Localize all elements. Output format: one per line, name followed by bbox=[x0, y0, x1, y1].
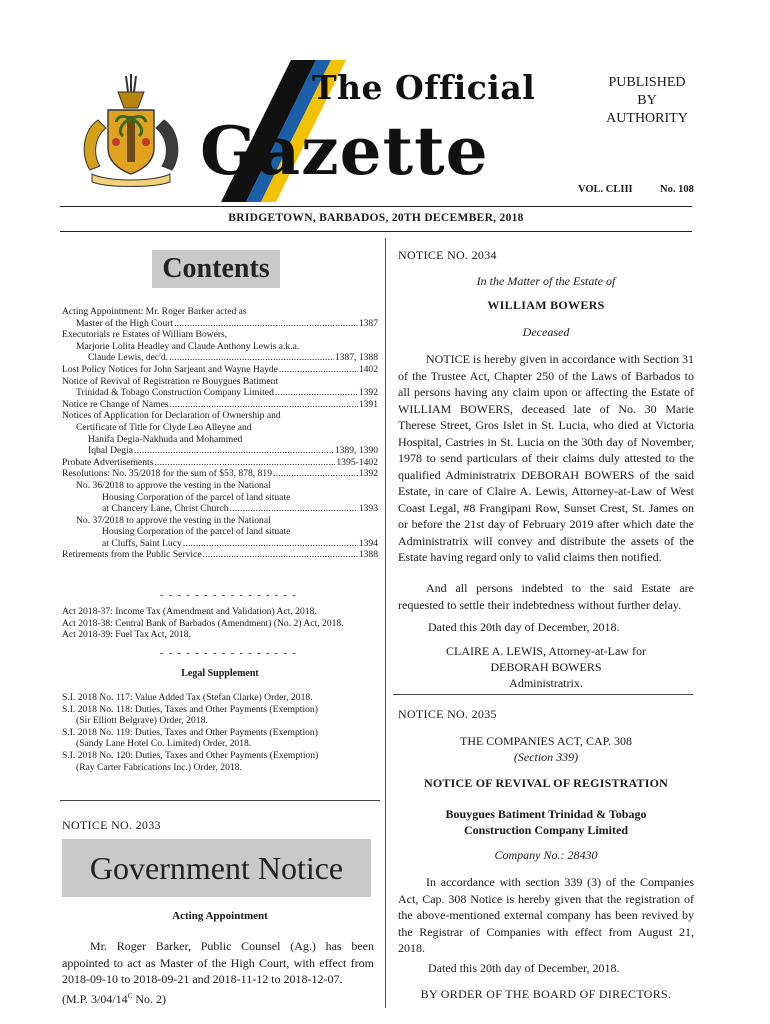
dated-line: Dated this 20th day of December, 2018. bbox=[428, 620, 620, 634]
toc-entry-text: Notice of Revival of Registration re Bouygues Batiment bbox=[62, 375, 279, 387]
toc-entry bbox=[62, 399, 378, 411]
deceased-name: WILLIAM BOWERS bbox=[487, 298, 605, 312]
toc-entry-text: Claude Lewis, dec'd. bbox=[88, 352, 169, 364]
legal-supplement-heading: Legal Supplement bbox=[181, 668, 259, 679]
toc-entry bbox=[62, 410, 378, 422]
toc-entry-text: Acting Appointment: Mr. Roger Barker acted as bbox=[62, 306, 247, 317]
estate-matter-line: In the Matter of the Estate of bbox=[476, 274, 616, 288]
toc-leader bbox=[154, 457, 335, 469]
toc-entry-text: Executorials re Estates of William Bowers, bbox=[62, 329, 228, 341]
toc-entry bbox=[62, 445, 378, 457]
toc-leader bbox=[183, 538, 358, 550]
toc-entry bbox=[62, 341, 378, 353]
dateline-rule bbox=[60, 231, 692, 232]
contents-title: Contents bbox=[162, 253, 270, 284]
toc-page-number: 1392 bbox=[358, 468, 378, 480]
notice-heading: Acting Appointment bbox=[172, 910, 268, 922]
list-item: (Sir Elliott Belgrave) Order, 2018. bbox=[76, 715, 208, 727]
toc-leader bbox=[230, 503, 358, 515]
companies-act-line: THE COMPANIES ACT, CAP. 308 bbox=[459, 734, 633, 748]
list-item: Act 2018-38: Central Bank of Barbados (Amendment) (No. 2) Act, 2018. bbox=[62, 617, 344, 629]
toc-entry bbox=[62, 503, 378, 515]
toc-entry bbox=[62, 538, 378, 550]
notice-number: NOTICE NO. 2034 bbox=[398, 248, 497, 262]
by-order-line: BY ORDER OF THE BOARD OF DIRECTORS. bbox=[420, 987, 672, 1001]
published-by-authority: PUBLISHED BY AUTHORITY bbox=[606, 75, 688, 126]
statutory-instruments-list bbox=[62, 692, 378, 773]
toc-leader bbox=[174, 318, 358, 330]
toc-entry bbox=[62, 457, 378, 469]
toc-entry bbox=[62, 376, 378, 388]
company-number: Company No.: 28430 bbox=[494, 848, 598, 862]
signature-block: CLAIRE A. LEWIS, Attorney-at-Law for DEBORAH BOWERS Administratrix. bbox=[446, 644, 646, 690]
toc-entry-text: Certificate of Title for Clyde Leo Alleyne and bbox=[76, 421, 252, 433]
gazette-title: Gazette bbox=[200, 112, 489, 190]
toc-page-number: 1392 bbox=[358, 387, 378, 399]
column-divider bbox=[385, 238, 386, 1008]
deceased-label: Deceased bbox=[522, 325, 570, 339]
list-item: S.I. 2018 No. 118: Duties, Taxes and Other Payments (Exemption) bbox=[62, 703, 318, 715]
toc-page-number: 1391 bbox=[358, 398, 378, 410]
dateline: BRIDGETOWN, BARBADOS, 20TH DECEMBER, 2018 bbox=[228, 212, 524, 224]
company-name: Bouygues Batiment Trinidad & Tobago Construction Company Limited bbox=[445, 807, 647, 837]
toc-entry bbox=[62, 306, 378, 318]
list-item: S.I. 2018 No. 117: Value Added Tax (Stefan Clarke) Order, 2018. bbox=[62, 692, 313, 703]
toc-entry-text: Trinidad & Tobago Construction Company Limited bbox=[76, 387, 274, 399]
section-rule bbox=[393, 694, 693, 695]
toc-entry bbox=[62, 515, 378, 527]
toc-entry-text: Housing Corporation of the parcel of land situate bbox=[102, 491, 291, 503]
separator: - - - - - - - - - - - - - - - - bbox=[160, 648, 298, 659]
toc-page-number: 1395-1402 bbox=[336, 456, 378, 468]
notice-number: NOTICE NO. 2035 bbox=[398, 707, 497, 721]
toc-entry-text: at Cluffs, Saint Lucy bbox=[102, 537, 182, 549]
issue-number: No. 108 bbox=[660, 184, 694, 195]
toc-entry bbox=[62, 434, 378, 446]
toc-entry-text: Notices of Application for Declaration of Ownership and bbox=[62, 410, 281, 422]
toc-page-number: 1389, 1390 bbox=[334, 445, 378, 457]
toc-entry bbox=[62, 422, 378, 434]
separator: - - - - - - - - - - - - - - - - bbox=[160, 590, 298, 601]
toc-entry-text: Resolutions: No. 35/2018 for the sum of $53, 878, 819 bbox=[62, 468, 272, 480]
toc-entry bbox=[62, 492, 378, 504]
list-item: Act 2018-39: Fuel Tax Act, 2018. bbox=[62, 629, 191, 641]
list-item: S.I. 2018 No. 119: Duties, Taxes and Other Payments (Exemption) bbox=[62, 726, 318, 738]
toc-leader bbox=[203, 549, 358, 561]
toc-entry-text: at Chancery Lane, Christ Church bbox=[102, 503, 229, 515]
toc-entry-text: Notice re Change of Names bbox=[62, 398, 169, 410]
toc-leader bbox=[170, 399, 358, 411]
toc-entry-text: Master of the High Court bbox=[76, 317, 173, 329]
toc-entry-text: No. 36/2018 to approve the vesting in the National bbox=[76, 479, 271, 491]
toc-entry bbox=[62, 318, 378, 330]
section-line: (Section 339) bbox=[513, 750, 579, 764]
toc-entry-text: Retirements from the Public Service bbox=[62, 549, 202, 561]
table-of-contents bbox=[62, 306, 378, 561]
toc-leader bbox=[169, 352, 334, 364]
acts-list bbox=[62, 606, 378, 641]
toc-page-number: 1402 bbox=[358, 363, 378, 375]
volume-label: VOL. CLIII bbox=[578, 184, 633, 195]
notice-body: Mr. Roger Barker, Public Counsel (Ag.) has been appointed to act as Master of the High Court, with effect from 2018-09-10 to 2018-09-21 and 2018-11-12 to 2018-12-07. (M.P. $3/04/14^C$ No. 2) bbox=[62, 939, 374, 1006]
list-item: S.I. 2018 No. 120: Duties, Taxes and Other Payments (Exemption) bbox=[62, 749, 319, 761]
notice-body: NOTICE is hereby given in accordance with Section 31 of the Trustee Act, Chapter 250 of the Laws of Barbados to all persons having any claim upon or affecting the Estate of WILLIAM BOWERS, deceased late of No. 30 Marie Therese Street, Gros Islet in St. Lucia, who died at Victoria Hospital, Castries in St. Lucia on the 30th day of November, 1978 to send particulars of their claims duly attested to the qualified Administratrix DEBORAH BOWERS of the said Estate, in care of Claire A. Lewis, Attorney-at-Law of West Coast Legal, #8 Frangipani Row, Sunset Crest, St. James on or before the 21st day of February 2019 after which date the Administratrix will convey and distribute the assets of the Estate having regard only to valid claims then notified. bbox=[398, 352, 694, 564]
notice-heading: NOTICE OF REVIVAL OF REGISTRATION bbox=[424, 776, 668, 790]
dated-line: Dated this 20th day of December, 2018. bbox=[428, 961, 620, 975]
toc-entry bbox=[62, 364, 378, 376]
list-item: (Sandy Lane Hotel Co. Limited) Order, 2018. bbox=[76, 738, 252, 750]
toc-entry-text: Lost Policy Notices for John Sarjeant and Wayne Hayde bbox=[62, 363, 278, 375]
toc-entry bbox=[62, 549, 378, 561]
toc-entry-text: Hanifa Degia-Nakhuda and Mohammed bbox=[88, 433, 243, 445]
toc-page-number: 1394 bbox=[358, 537, 378, 549]
toc-entry-text: Marjorie Lolita Headley and Claude Anthony Lewis a.k.a. bbox=[76, 340, 300, 352]
toc-entry bbox=[62, 526, 378, 538]
toc-entry bbox=[62, 480, 378, 492]
toc-page-number: 1393 bbox=[358, 503, 378, 515]
toc-entry bbox=[62, 468, 378, 480]
toc-entry bbox=[62, 352, 378, 364]
toc-page-number: 1387 bbox=[358, 317, 378, 329]
gazette-title-the-official: The Official bbox=[312, 68, 536, 107]
toc-entry bbox=[62, 329, 378, 341]
toc-entry-text: Housing Corporation of the parcel of land situate bbox=[102, 526, 291, 538]
toc-page-number: 1387, 1388 bbox=[334, 352, 378, 364]
toc-leader bbox=[273, 468, 358, 480]
toc-entry-text: Probate Advertisements bbox=[62, 456, 154, 468]
list-item: Act 2018-37: Income Tax (Amendment and Validation) Act, 2018. bbox=[62, 606, 317, 617]
toc-entry-text: No. 37/2018 to approve the vesting in the National bbox=[76, 514, 271, 526]
toc-entry-text: Iqbal Degia bbox=[88, 445, 134, 457]
coat-of-arms-logo bbox=[78, 70, 184, 190]
notice-body-indebted: And all persons indebted to the said Estate are requested to settle their indebtedness without further delay. bbox=[398, 581, 694, 612]
toc-leader bbox=[134, 445, 334, 457]
toc-leader bbox=[279, 364, 358, 376]
toc-page-number: 1388 bbox=[358, 549, 378, 561]
section-rule bbox=[60, 800, 380, 801]
masthead-rule bbox=[60, 206, 692, 207]
notice-body: In accordance with section 339 (3) of the Companies Act, Cap. 308 Notice is hereby given that the registration of the above-mentioned external company has been revived by the Registrar of Companies with effect from August 21, 2018. bbox=[398, 875, 694, 955]
government-notice-title: Government Notice bbox=[89, 850, 344, 886]
toc-leader bbox=[275, 387, 358, 399]
notice-number: NOTICE NO. 2033 bbox=[62, 818, 161, 832]
toc-entry bbox=[62, 387, 378, 399]
list-item: (Ray Carter Fabrications Inc.) Order, 2018. bbox=[76, 761, 242, 773]
